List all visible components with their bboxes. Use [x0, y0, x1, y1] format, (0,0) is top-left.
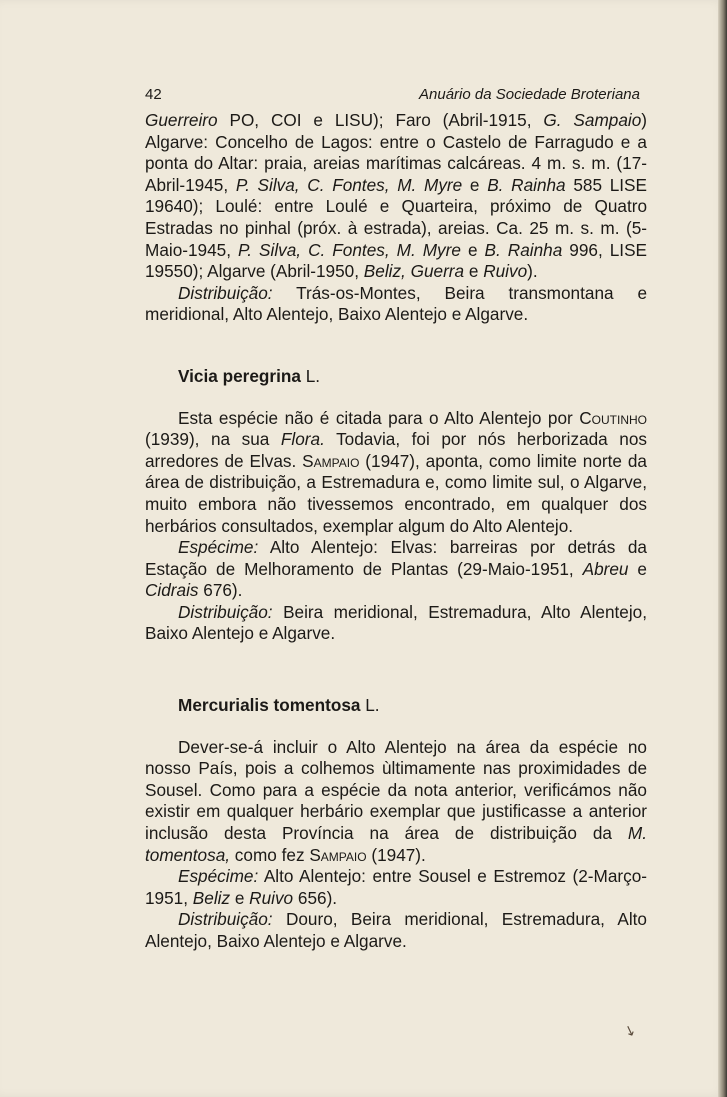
text-span: e [462, 174, 488, 195]
distribution-paragraph [145, 602, 647, 645]
text-span: 585 LISE 19640); Loulé: entre Loulé e Quarteira, próximo de Quatro Estradas no pinhal (próx. à estrada), areias. Ca. 25 m. s. m. (5-Maio-1945, [145, 174, 647, 260]
distribution-text: Beira meridional, Estremadura, Alto Alentejo, Baixo Alentejo e Algarve. [145, 601, 647, 644]
collector-name: B. Rainha [484, 239, 563, 260]
body-paragraph [145, 737, 647, 867]
running-title: Anuário da Sociedade Broteriana [419, 86, 640, 103]
collector-name: Beliz, Guerra [363, 261, 465, 282]
distribution-label: Distribuição: [178, 909, 273, 930]
body-text [145, 110, 647, 953]
text-span: e [460, 239, 485, 260]
cited-author: Coutinho [579, 407, 647, 428]
text-span: Alto Alentejo: Elvas: barreiras por detrás da Estação de Melhoramento de Plantas (29-Maio-1951, [145, 537, 647, 579]
text-span: (1947), aponta, como limite norte da área de distribuição, a Estremadura e, como limite sul, o Algarve, muito embora não tivessemos encontrado, em qualquer dos herbários consultados, exemplar algum do Alto Alentejo. [145, 450, 647, 536]
species-name-inline: M. tomentosa, [145, 823, 647, 865]
text-span: Dever-se-á incluir o Alto Alentejo na área da espécie no nosso País, pois a colhemos ùltimamente nas proximidades de Sousel. Como para a espécie da nota anterior, verificámos não existir em qualquer herbário exemplar que justificasse a anterior inclusão desta Província na área de distribuição da [145, 736, 647, 844]
text-span: 996, LISE 19550); Algarve (Abril-1950, [145, 239, 648, 282]
collector-name: Guerreiro [145, 110, 218, 130]
text-span: ). [527, 261, 538, 282]
text-span: Todavia, foi por nós herborizada nos arredores de Elvas. [145, 429, 647, 471]
text-span: e [628, 558, 647, 579]
collector-name: Abreu [582, 558, 629, 579]
text-span: e [464, 261, 484, 282]
text-span: Alto Alentejo: entre Sousel e Estremoz (2-Março-1951, [145, 866, 647, 908]
species-heading [145, 695, 647, 717]
specimen-paragraph [145, 866, 647, 909]
pencil-mark-icon: ↘ [621, 1020, 639, 1040]
text-span: Esta espécie não é citada para o Alto Alentejo por [178, 407, 580, 428]
distribution-text: Trás-os-Montes, Beira transmontana e meridional, Alto Alentejo, Baixo Alentejo e Algarve. [145, 282, 647, 325]
collector-name: Ruivo [249, 887, 294, 908]
distribution-text: Douro, Beira meridional, Estremadura, Alto Alentejo, Baixo Alentejo e Algarve. [145, 909, 647, 951]
body-paragraph [145, 408, 647, 538]
collector-name: Beliz [192, 887, 231, 908]
distribution-paragraph [145, 909, 647, 952]
text-span: e [230, 887, 250, 908]
species-name: Mercurialis tomentosa [178, 695, 361, 716]
page-number: 42 [145, 86, 162, 103]
text-span: 656). [293, 887, 338, 908]
text-span: PO, COI e LISU); Faro (Abril-1915, [217, 110, 544, 130]
collector-name: P. Silva, C. Fontes, M. Myre [238, 239, 461, 260]
page-edge [718, 0, 727, 1097]
distribution-paragraph [145, 283, 647, 326]
text-span: (1939), na sua [145, 429, 281, 450]
text-span: ) Algarve: Concelho de Lagos: entre o Castelo de Farragudo e a ponta do Altar: praia, areias marítimas calcáreas. 4 m. s. m. (17-Abril-1945, [145, 110, 647, 195]
species-name: Vicia peregrina [178, 365, 301, 386]
collector-name: Cidrais [145, 580, 199, 601]
specimen-paragraph [145, 537, 647, 602]
distribution-label: Distribuição: [178, 601, 273, 622]
specimen-label: Espécime: [178, 866, 259, 887]
cited-author: Sampaio [309, 844, 367, 865]
species-author: L. [360, 695, 380, 716]
text-span: como fez [230, 844, 310, 865]
collector-name: Ruivo [483, 261, 528, 282]
text-span: (1947). [366, 844, 426, 865]
collector-name: P. Silva, C. Fontes, M. Myre [235, 174, 463, 195]
species-heading [145, 366, 647, 388]
species-author: L. [300, 365, 321, 386]
cited-author: Sampaio [302, 450, 360, 471]
cited-work: Flora. [280, 429, 325, 450]
specimen-label: Espécime: [178, 537, 259, 558]
collector-name: G. Sampaio [543, 110, 642, 130]
paragraph-continued [145, 110, 647, 283]
text-span: 676). [198, 580, 243, 601]
distribution-label: Distribuição: [178, 282, 273, 303]
collector-name: B. Rainha [487, 174, 566, 195]
